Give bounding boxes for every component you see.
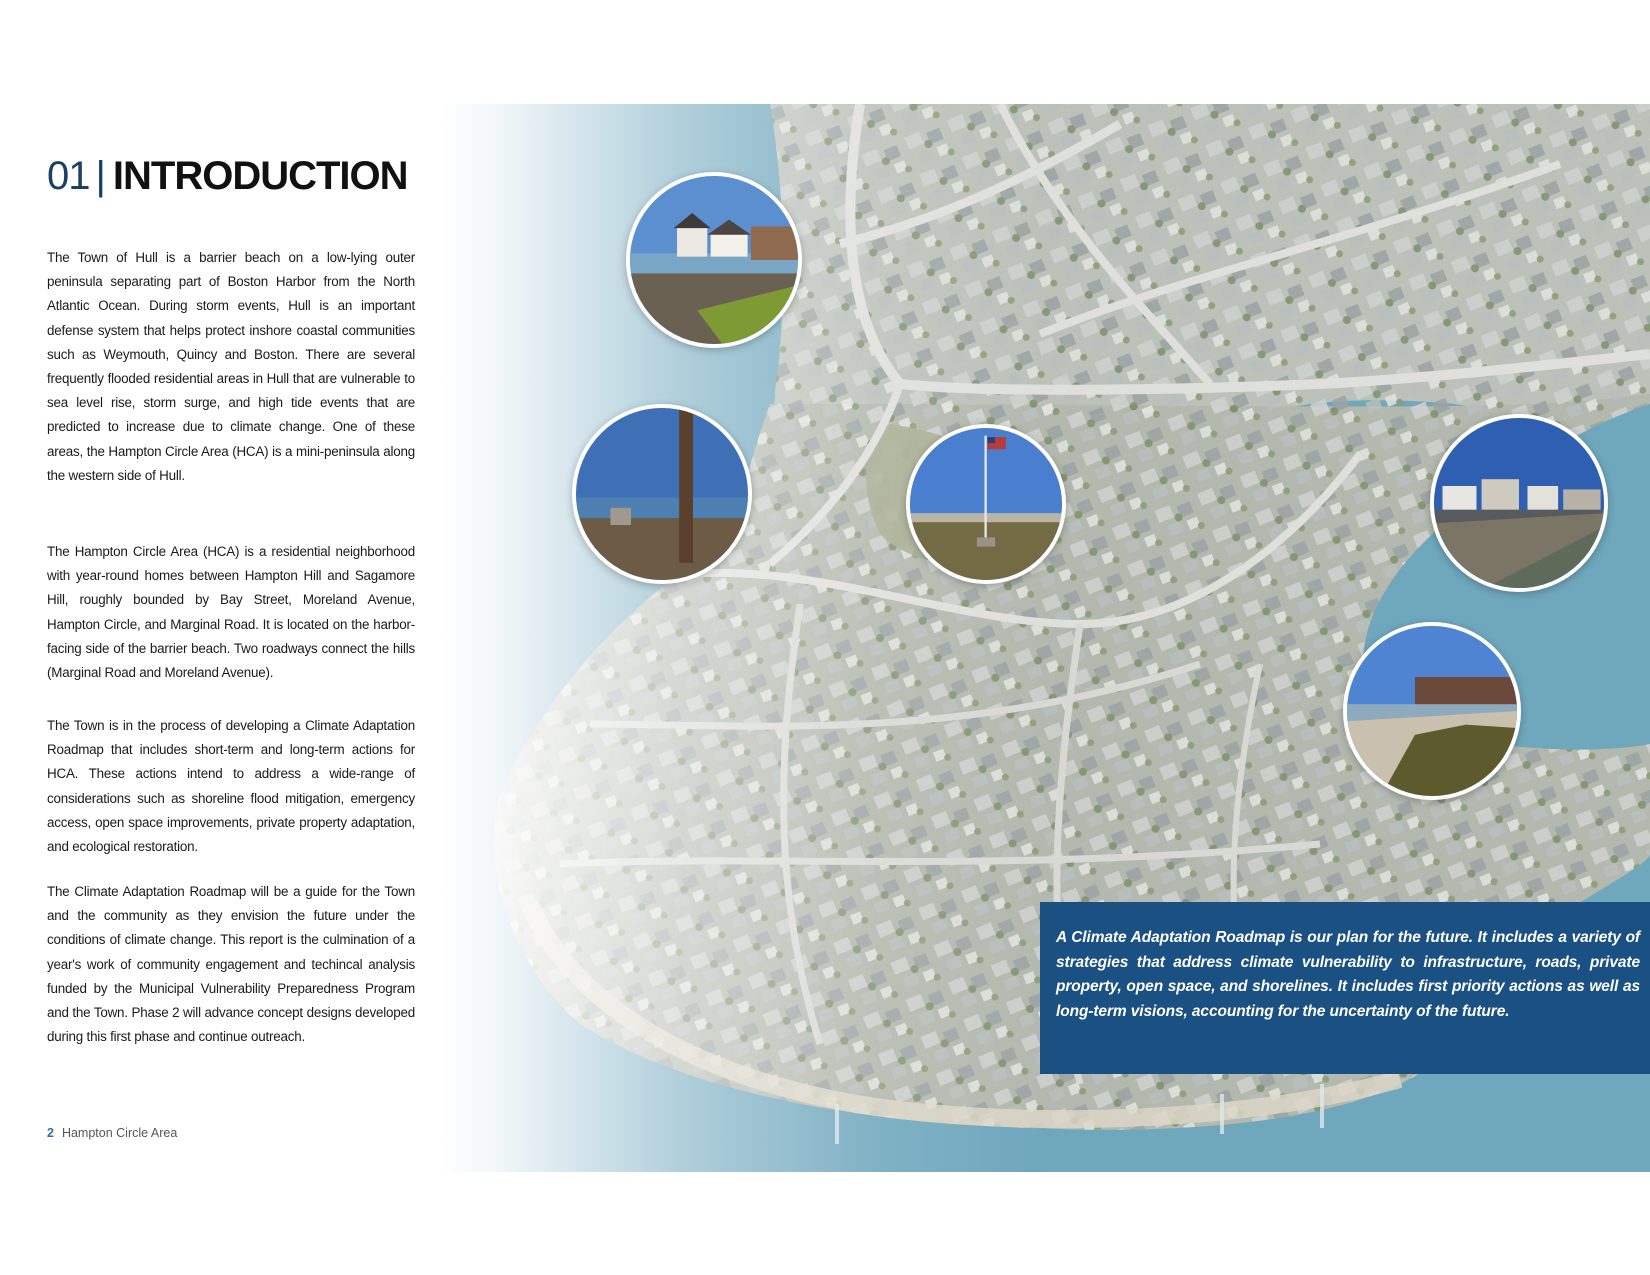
site-photo-seawall-homes	[1430, 414, 1608, 592]
site-photo-marsh-shoreline	[1343, 622, 1521, 800]
intro-paragraph-1: The Town of Hull is a barrier beach on a low-lying outer peninsula separating part of Boston Harbor from the North Atlantic Ocean. During storm events, Hull is an important defense system that helps protect inshore coastal communities such as Weymouth, Quincy and Boston. There are several frequently flooded residential areas in Hull that are vulnerable to sea level rise, storm surge, and high tide events that are predicted to increase due to climate change. One of these areas, the Hampton Circle Area (HCA) is a mini-peninsula along the western side of Hull.	[47, 250, 415, 483]
roadmap-callout-box	[1040, 902, 1650, 1074]
page-title	[47, 152, 408, 200]
site-photo-utility-pole	[572, 404, 752, 584]
intro-paragraph-3: The Town is in the process of developing a Climate Adaptation Roadmap that includes short-term and long-term actions for HCA. These actions intend to address a wide-range of considerations such as shoreline flood mitigation, emergency access, open space improvements, private property adaptation, and ecological restoration.	[47, 718, 415, 855]
section-number: 01	[47, 154, 90, 198]
site-photo-flagpole-field	[906, 424, 1066, 584]
callout-text: A Climate Adaptation Roadmap is our plan for the future. It includes a variety of strategies that address climate vulnerability to infrastructure, roads, private property, open space, and shorelines. It includes first priority actions as well as long-term visions, accounting for the uncertainty of the future.	[1056, 929, 1640, 1020]
section-title: INTRODUCTION	[112, 154, 408, 198]
title-separator: |	[95, 154, 105, 198]
page-number: 2	[47, 1126, 54, 1140]
page-footer	[47, 1126, 177, 1140]
intro-paragraph-2: The Hampton Circle Area (HCA) is a residential neighborhood with year-round homes between Hampton Hill and Sagamore Hill, roughly bounded by Bay Street, Moreland Avenue, Hampton Circle, and Marginal Road. It is located on the harbor-facing side of the barrier beach. Two roadways connect the hills (Marginal Road and Moreland Avenue).	[47, 544, 415, 681]
site-photo-waterfront-houses	[626, 172, 802, 348]
intro-paragraph-4: The Climate Adaptation Roadmap will be a guide for the Town and the community as they envision the future under the conditions of climate change. This report is the culmination of a year's work of community engagement and techincal analysis funded by the Municipal Vulnerability Preparedness Program and the Town. Phase 2 will advance concept designs developed during this first phase and continue outreach.	[47, 884, 415, 1045]
footer-label: Hampton Circle Area	[61, 1126, 178, 1140]
